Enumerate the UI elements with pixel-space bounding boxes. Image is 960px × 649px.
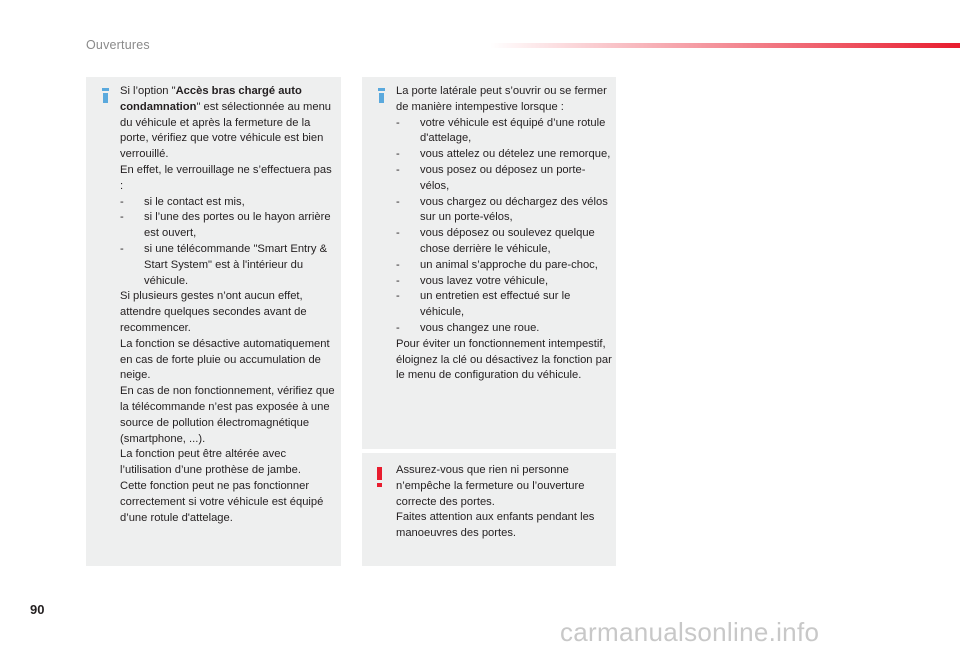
intro-paragraph: Si l’option "Accès bras chargé auto condamnation" est sélectionnée au menu du véhicule et après la fermeture de la porte, vérifiez que votre véhicule est bien verrouillé.	[120, 85, 332, 161]
paragraph: Cette fonction peut ne pas fonctionner correctement si votre véhicule est équipé d’une rotule d'attelage.	[120, 479, 324, 524]
info-box-auto-lock	[86, 77, 341, 566]
list-item: - vous attelez ou dételez une remorque,	[396, 147, 612, 163]
paragraph: En cas de non fonctionnement, vérifiez que la télécommande n’est pas exposée à une source de pollution électromagnétique (smartphone, ...).	[120, 385, 335, 445]
condition-list	[396, 116, 612, 337]
info-box-text	[120, 84, 337, 526]
warning-box-doors	[362, 453, 616, 566]
paragraph: Si plusieurs gestes n’ont aucun effet, attendre quelques secondes avant de recommencer.	[120, 290, 307, 334]
list-item: - un entretien est effectué sur le véhicule,	[396, 289, 612, 321]
section-title: Ouvertures	[86, 38, 150, 52]
list-item: - vous lavez votre véhicule,	[396, 274, 612, 290]
list-item: - un animal s’approche du pare-choc,	[396, 258, 612, 274]
list-item: - vous déposez ou soulevez quelque chose derrière le véhicule,	[396, 226, 612, 258]
list-item: - si le contact est mis,	[120, 195, 337, 211]
intro-paragraph: La porte latérale peut s’ouvrir ou se fermer de manière intempestive lorsque :	[396, 85, 607, 113]
condition-list	[120, 195, 337, 290]
paragraph: En effet, le verrouillage ne s’effectuera pas :	[120, 163, 332, 192]
header-accent-bar	[490, 43, 960, 48]
list-item: - vous posez ou déposez un porte-vélos,	[396, 163, 612, 195]
info-icon	[101, 88, 110, 103]
outro-paragraph: Pour éviter un fonctionnement intempestif, éloignez la clé ou désactivez la fonction par le menu de configuration du véhicule.	[396, 337, 612, 382]
list-item: - si l’une des portes ou le hayon arrière est ouvert,	[120, 210, 337, 242]
info-box-side-door	[362, 77, 616, 449]
list-item: - si une télécommande "Smart Entry & Start System" est à l'intérieur du véhicule.	[120, 242, 337, 289]
warning-icon	[375, 467, 385, 487]
option-name: Accès bras chargé auto condamnation	[120, 85, 302, 113]
list-item: - votre véhicule est équipé d’une rotule d'attelage,	[396, 116, 612, 148]
info-icon	[377, 88, 386, 103]
info-box-text	[396, 84, 612, 384]
paragraph: Faites attention aux enfants pendant les manoeuvres des portes.	[396, 511, 595, 540]
paragraph: La fonction se désactive automatiquement en cas de forte pluie ou accumulation de neige.	[120, 337, 330, 382]
warning-box-text	[396, 463, 612, 542]
watermark: carmanualsonline.info	[560, 617, 820, 647]
list-item: - vous changez une roue.	[396, 321, 612, 337]
list-item: - vous chargez ou déchargez des vélos sur un porte-vélos,	[396, 195, 612, 227]
page-number: 90	[30, 602, 45, 617]
paragraph: Assurez-vous que rien ni personne n’empêche la fermeture ou l’ouverture correcte des portes.	[396, 464, 585, 508]
paragraph: La fonction peut être altérée avec l’utilisation d’une prothèse de jambe.	[120, 448, 301, 477]
